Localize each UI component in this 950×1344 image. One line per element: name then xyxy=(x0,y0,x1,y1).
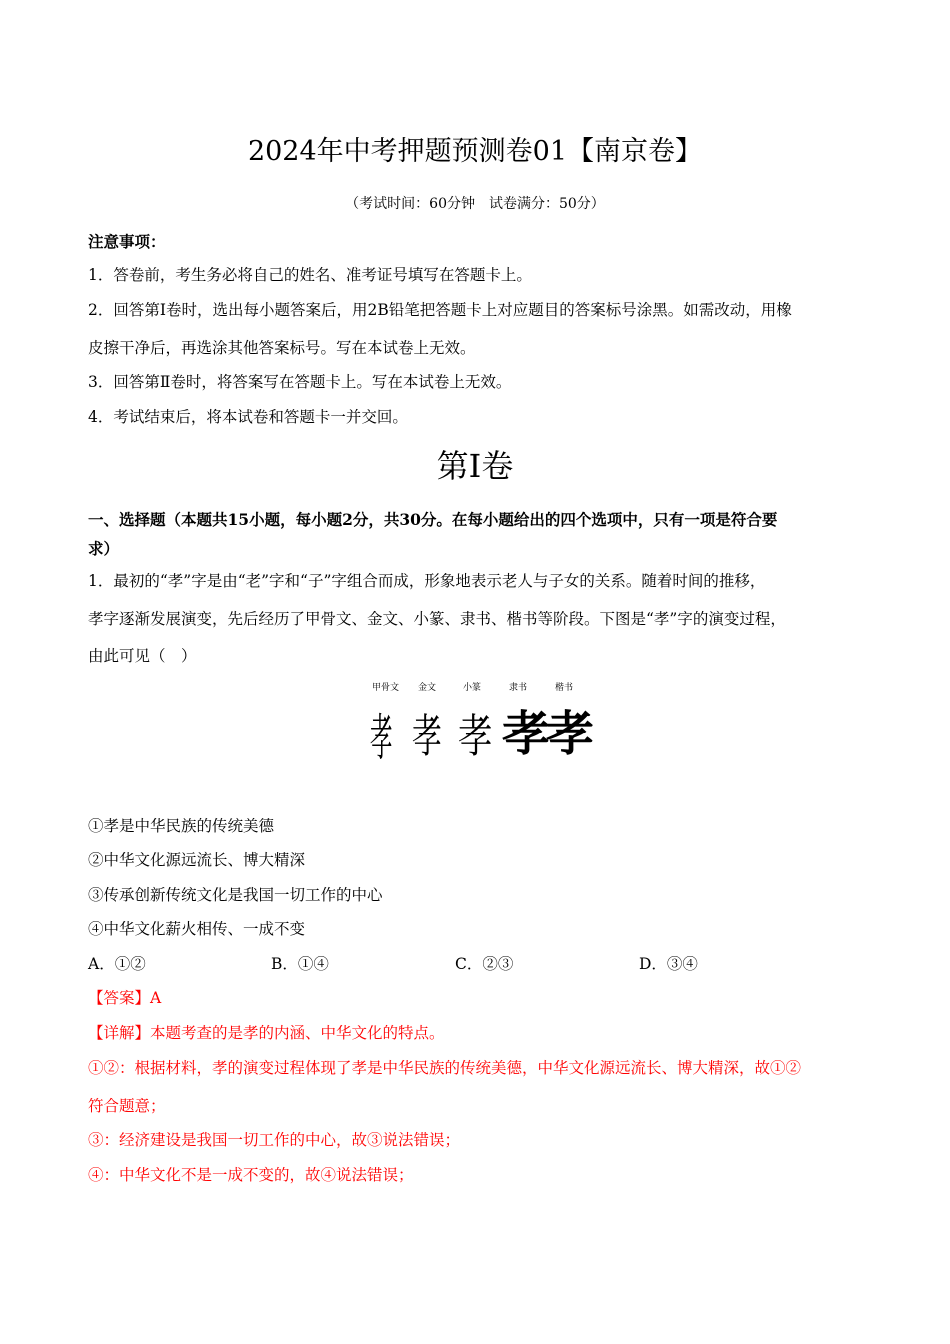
notice-item-4: 4．考试结束后，将本试卷和答题卡一并交回。 xyxy=(88,408,408,426)
section-heading-continued: 求） xyxy=(88,539,120,558)
analysis-line-3: 符合题意； xyxy=(88,1097,166,1115)
exam-title: 2024年中考押题预测卷01【南京卷】 xyxy=(247,136,703,167)
statement-4: ④中华文化薪火相传、一成不变 xyxy=(88,920,306,938)
figure-char-clerical: 孝 xyxy=(502,706,551,762)
option-d: D．③④ xyxy=(639,955,698,973)
exam-info: （考试时间：60分钟 试卷满分：50分） xyxy=(345,196,605,212)
option-b: B．①④ xyxy=(271,955,329,973)
question-1-stem-line-2: 孝字逐渐发展演变，先后经历了甲骨文、金文、小篆、隶书、楷书等阶段。下图是“孝”字的演变过程， xyxy=(88,610,786,628)
character-evolution-figure xyxy=(366,676,595,786)
section-heading: 一、选择题（本题共15小题，每小题2分，共30分。在每小题给出的四个选项中，只有一项是符合要 xyxy=(88,510,778,529)
analysis-line-2: ①②：根据材料，孝的演变过程体现了孝是中华民族的传统美德，中华文化源远流长、博大精深，故①② xyxy=(88,1059,802,1077)
figure-label-small-seal: 小篆 xyxy=(463,683,482,693)
statement-1: ①孝是中华民族的传统美德 xyxy=(88,817,275,835)
figure-label-bronze: 金文 xyxy=(418,683,437,693)
analysis-line-5: ④：中华文化不是一成不变的，故④说法错误； xyxy=(88,1166,414,1184)
analysis-line-1: 【详解】本题考查的是孝的内涵、中华文化的特点。 xyxy=(88,1024,445,1042)
figure-label-oracle-bone: 甲骨文 xyxy=(372,683,400,693)
analysis-line-4: ③：经济建设是我国一切工作的中心，故③说法错误； xyxy=(88,1131,461,1149)
figure-char-regular: 孝 xyxy=(546,706,595,762)
statement-3: ③传承创新传统文化是我国一切工作的中心 xyxy=(88,886,383,904)
figure-char-small-seal: 孝 xyxy=(458,709,493,763)
question-1-stem-line-1: 1．最初的“孝”字是由“老”字和“子”字组合而成，形象地表示老人与子女的关系。随着时间的推移， xyxy=(88,572,766,590)
figure-char-oracle-bone: 孝 xyxy=(370,709,393,767)
notice-item-3: 3．回答第Ⅱ卷时，将答案写在答题卡上。写在本试卷上无效。 xyxy=(88,373,512,391)
question-1-stem-line-3: 由此可见（ ） xyxy=(88,647,197,665)
answer: 【答案】A xyxy=(88,989,162,1007)
statement-2: ②中华文化源远流长、博大精深 xyxy=(88,851,306,869)
notice-item-2-continued: 皮擦干净后，再选涂其他答案标号。写在本试卷上无效。 xyxy=(88,339,476,357)
option-c: C．②③ xyxy=(455,955,514,973)
figure-label-clerical: 隶书 xyxy=(509,683,528,693)
notice-item-1: 1．答卷前，考生务必将自己的姓名、准考证号填写在答题卡上。 xyxy=(88,266,532,284)
figure-char-bronze: 孝 xyxy=(412,709,442,763)
volume-title: 第Ⅰ卷 xyxy=(436,447,514,485)
figure-label-regular: 楷书 xyxy=(555,683,574,693)
option-a: A．①② xyxy=(88,955,146,973)
notice-item-2: 2．回答第Ⅰ卷时，选出每小题答案后，用2B铅笔把答题卡上对应题目的答案标号涂黑。如需改动，用橡 xyxy=(88,301,792,319)
notice-heading: 注意事项： xyxy=(88,232,166,251)
